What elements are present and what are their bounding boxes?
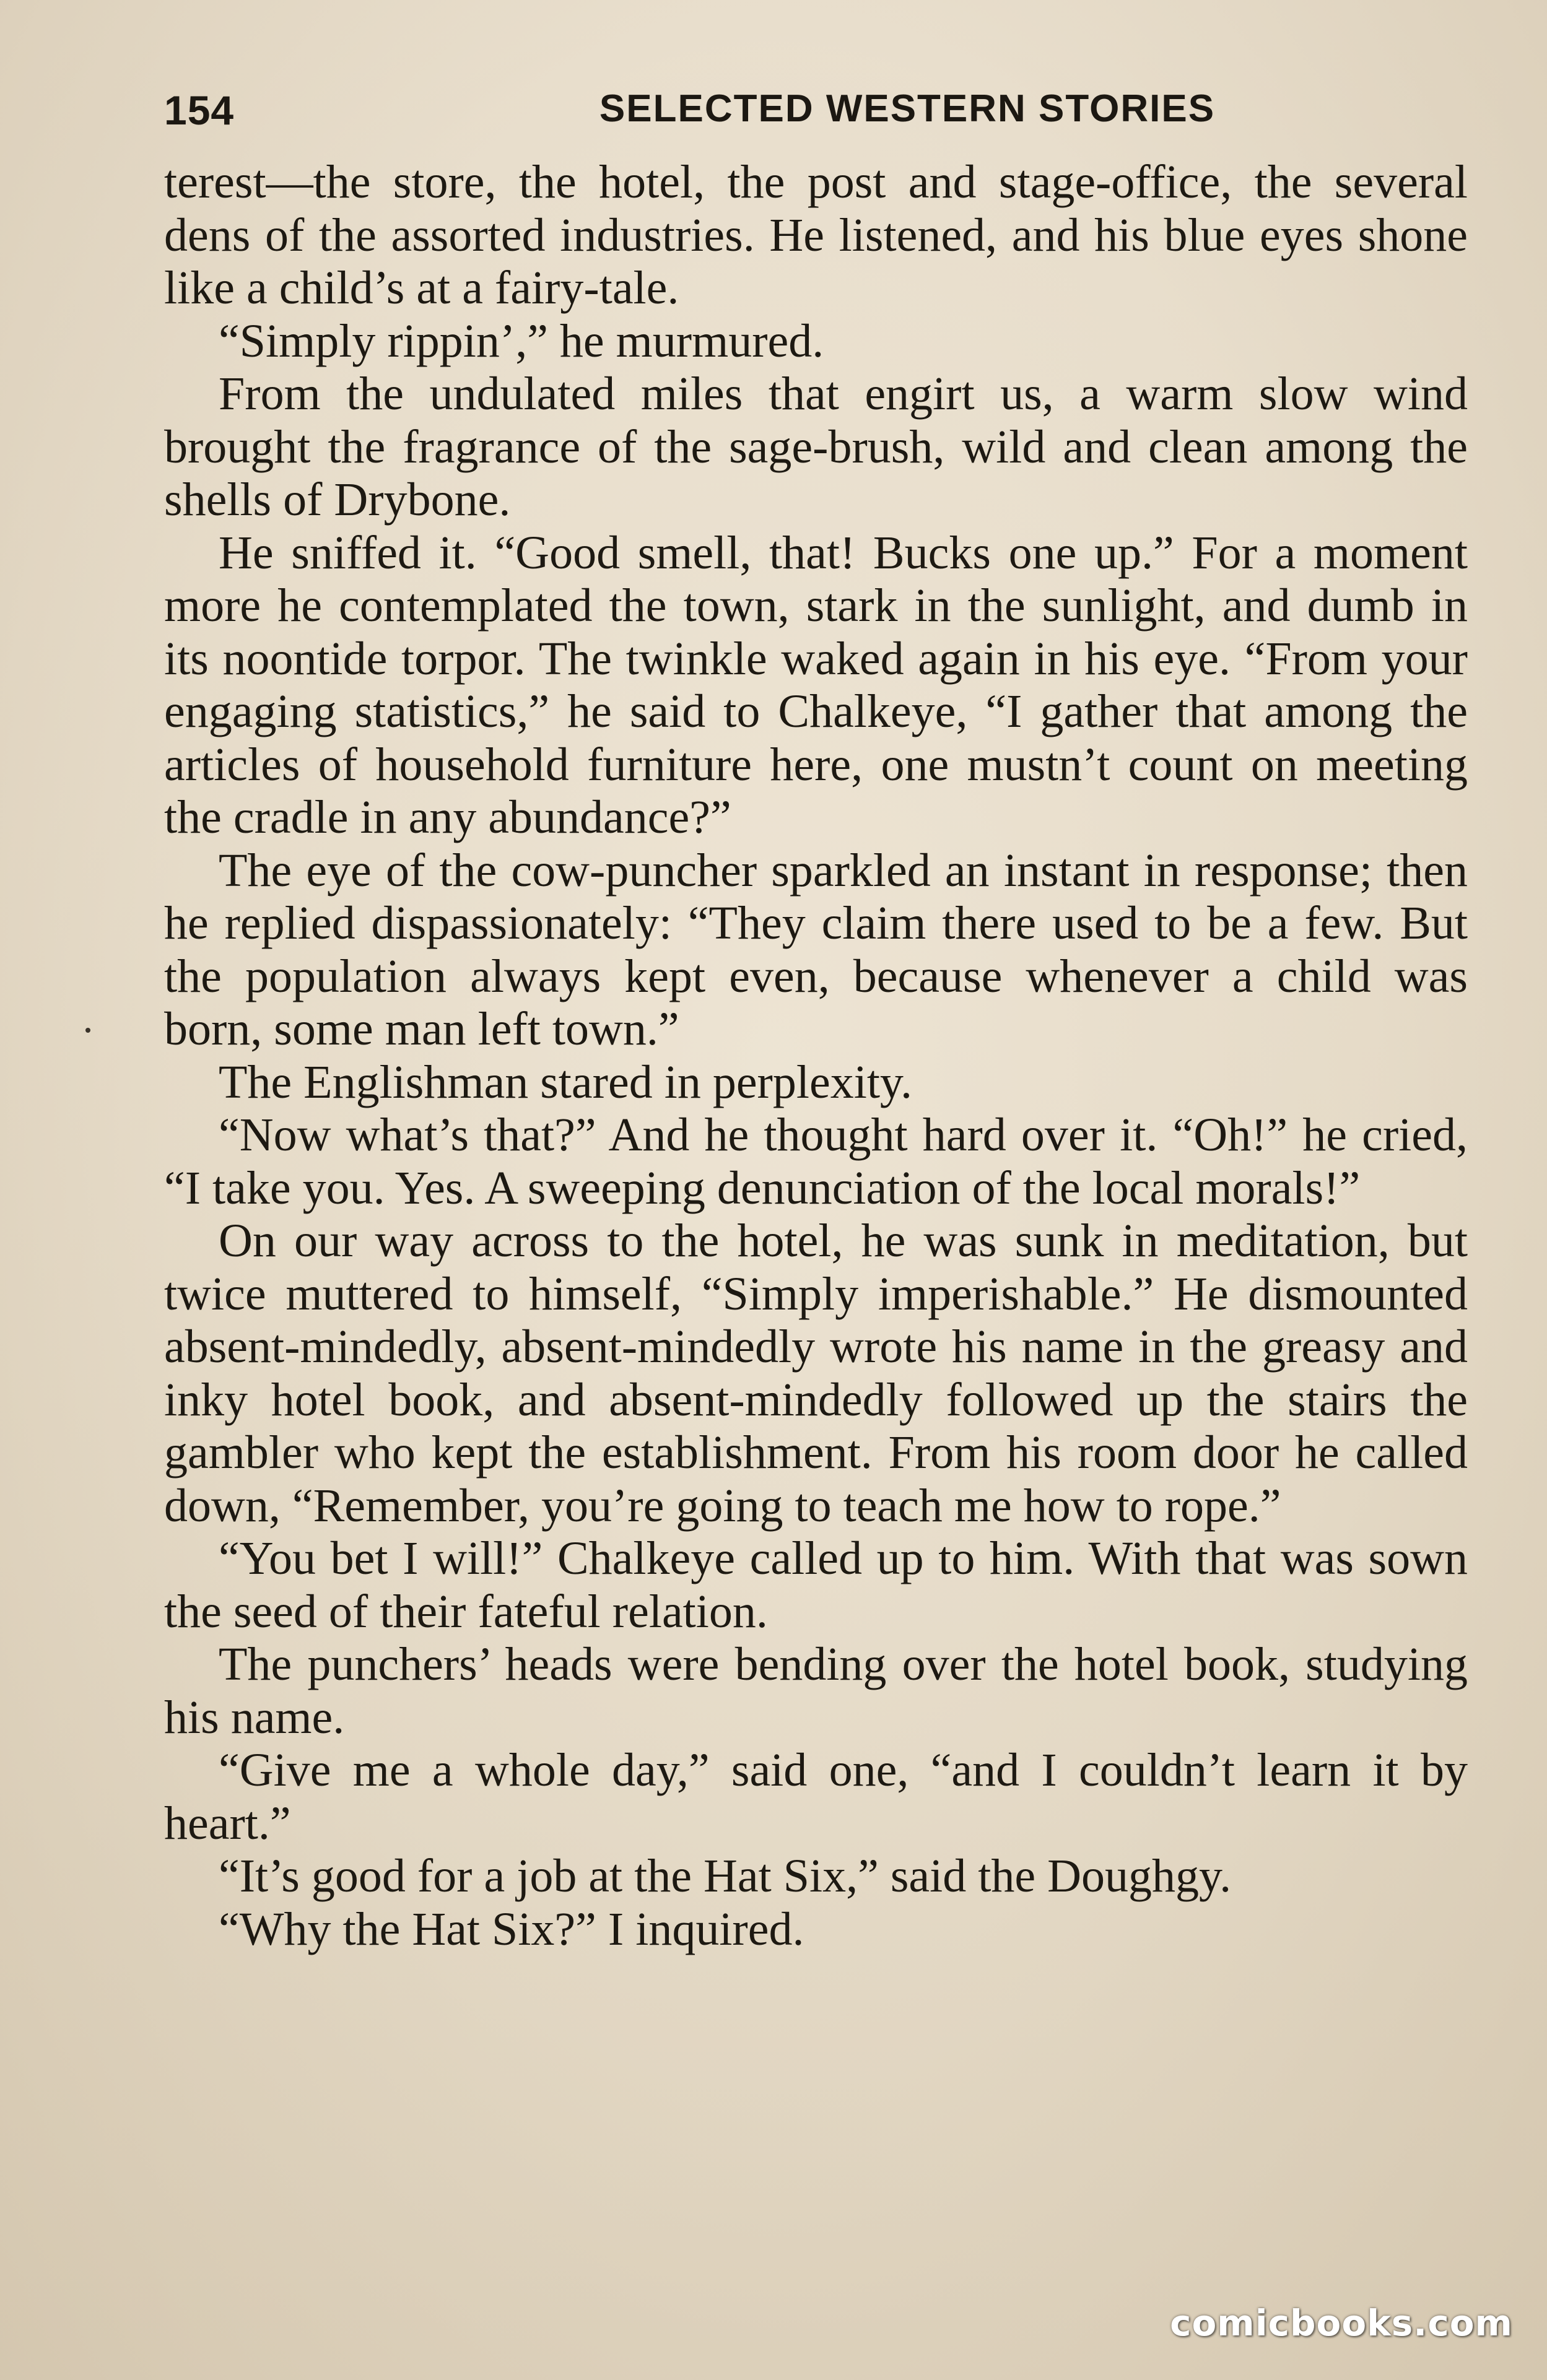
paragraph: “It’s good for a job at the Hat Six,” said the Doughgy. [219, 1850, 1232, 1902]
paragraph: The Englishman stared in perplexity. [219, 1056, 912, 1108]
page-number: 154 [164, 87, 235, 133]
paragraph: “Simply rippin’,” he murmured. [219, 315, 824, 367]
paragraph: On our way across to the hotel, he was sunk in meditation, but twice muttered to himself, “Simply imperishable.” He dismounted absent-mindedly, absent-mindedly wrote his name in the greasy and inky hotel book, and absent-mindedly followed up the stairs the gambler who kept the establishment. From his room door he called down, “Remember, you’re going to teach me how to rope.” [164, 1215, 1468, 1532]
print-speck [85, 1028, 90, 1033]
paragraph: The punchers’ heads were bending over the hotel book, studying his name. [164, 1638, 1468, 1744]
paragraph: From the undulated miles that engirt us, a warm slow wind brought the fragrance of the sage-brush, wild and clean among the shells of Drybone. [164, 368, 1468, 526]
paragraph: The eye of the cow-puncher sparkled an instant in response; then he replied dispassionately: “They claim there used to be a few. But the population always kept even, because whenever a child was born, some man left town.” [164, 844, 1468, 1055]
body-text [164, 156, 1468, 1956]
paragraph: terest—the store, the hotel, the post and stage-office, the several dens of the assorted industries. He listened, and his blue eyes shone like a child’s at a fairy-tale. [164, 156, 1468, 314]
paragraph: “Give me a whole day,” said one, “and I couldn’t learn it by heart.” [164, 1744, 1468, 1849]
paragraph: “Now what’s that?” And he thought hard over it. “Oh!” he cried, “I take you. Yes. A sweeping denunciation of the local morals!” [164, 1109, 1468, 1214]
paragraph: “Why the Hat Six?” I inquired. [219, 1903, 804, 1955]
page-header [164, 87, 1465, 142]
paragraph: “You bet I will!” Chalkeye called up to him. With that was sown the seed of their fateful relation. [164, 1532, 1468, 1638]
watermark: comicbooks.com [1170, 2302, 1513, 2344]
running-head: SELECTED WESTERN STORIES [599, 87, 1216, 130]
paragraph: He sniffed it. “Good smell, that! Bucks one up.” For a moment more he contemplated the town, stark in the sunlight, and dumb in its noontide torpor. The twinkle waked again in his eye. “From your engaging statistics,” he said to Chalkeye, “I gather that among the articles of household furniture here, one mustn’t count on meeting the cradle in any abundance?” [164, 526, 1468, 843]
